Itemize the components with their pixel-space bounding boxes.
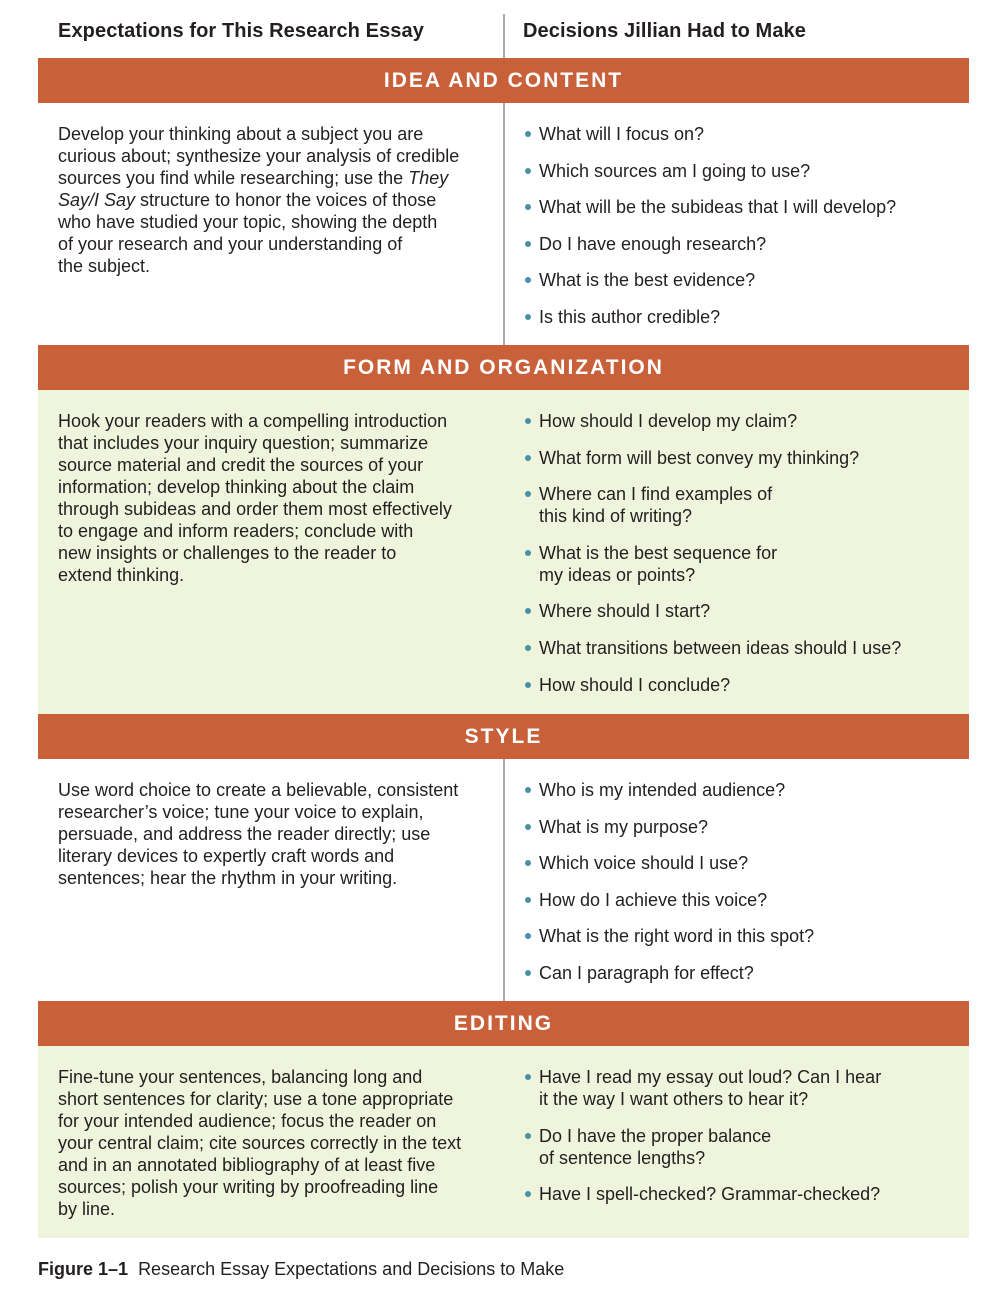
decision-list [523,410,963,696]
section-title: FORM AND ORGANIZATION [343,355,664,379]
section-band-form-organization [38,345,969,390]
decision-item: What is my purpose? [523,816,963,838]
decision-item: What form will best convey my thinking? [523,447,963,469]
section-idea-content [38,103,969,345]
decision-item: What is the right word in this spot? [523,925,963,947]
decision-item: Who is my intended audience? [523,779,963,801]
right-column-heading: Decisions Jillian Had to Make [523,20,806,42]
section-band-style [38,714,969,759]
decision-item: Can I paragraph for effect? [523,962,963,984]
decision-item: Do I have enough research? [523,233,963,255]
figure-caption-text: Research Essay Expectations and Decisions to Make [138,1259,565,1279]
expectation-italic: They Say/I Say [58,168,449,210]
section-title: EDITING [453,1011,554,1035]
figure-label: Figure 1–1 [38,1259,129,1279]
section-band-editing [38,1001,969,1046]
section-style [38,759,969,1001]
decision-list [523,123,963,328]
expectation-part: Develop your thinking about a subject you are curious about; synthesize your analysis of credible sources you find while researching; use the [58,124,460,188]
decision-item: What will be the subideas that I will develop? [523,196,963,218]
decision-list [523,1066,963,1205]
section-title: STYLE [464,724,543,748]
decision-item: How should I conclude? [523,674,963,696]
expectation-part: structure to honor the voices of those who have studied your topic, showing the depth of your research and your understanding of the subject. [58,190,438,276]
decision-item: Where can I find examples of this kind of writing? [523,483,963,527]
left-column-heading: Expectations for This Research Essay [58,20,424,42]
decision-item: What is the best sequence for my ideas or points? [523,542,963,586]
expectation-text: Fine-tune your sentences, balancing long and short sentences for clarity; use a tone appropriate for your intended audience; focus the reader on your central claim; cite sources correctly in the text and in an annotated bibliography of at least five sources; polish your writing by proofreading line by line. [58,1067,462,1219]
section-form-organization [38,390,969,714]
figure-caption [38,1259,564,1280]
expectation-text: Use word choice to create a believable, consistent researcher’s voice; tune your voice to explain, persuade, and address the reader directly; use literary devices to expertly craft words and sentences; hear the rhythm in your writing. [58,780,459,888]
decision-list [523,779,963,984]
decision-item: Which voice should I use? [523,852,963,874]
decision-item: Where should I start? [523,600,963,622]
decision-item: Have I read my essay out loud? Can I hear it the way I want others to hear it? [523,1066,963,1110]
expectation-text [58,123,488,277]
section-editing [38,1046,969,1238]
decision-item: Do I have the proper balance of sentence lengths? [523,1125,963,1169]
decision-item: What will I focus on? [523,123,963,145]
column-divider [503,14,505,58]
decision-item: Have I spell-checked? Grammar-checked? [523,1183,963,1205]
decision-item: Is this author credible? [523,306,963,328]
decision-item: What transitions between ideas should I use? [523,637,963,659]
decision-item: How do I achieve this voice? [523,889,963,911]
decision-item: Which sources am I going to use? [523,160,963,182]
section-title: IDEA AND CONTENT [383,68,624,92]
section-band-idea-content [38,58,969,103]
decision-item: How should I develop my claim? [523,410,963,432]
decision-item: What is the best evidence? [523,269,963,291]
expectation-text: Hook your readers with a compelling introduction that includes your inquiry question; summarize source material and credit the sources of your information; develop thinking about the claim through subideas and order them most effectively to engage and inform readers; conclude with new insights or challenges to the reader to extend thinking. [58,411,452,585]
